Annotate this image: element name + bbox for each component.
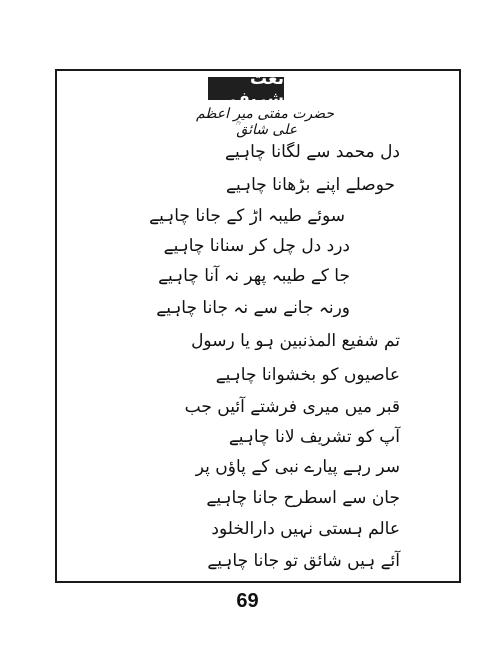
verse-line: آئے ہیں شائق تو جانا چاہیے	[207, 551, 400, 571]
verse-line: جان سے اسطرح جانا چاہیے	[206, 488, 400, 508]
page-number: 69	[236, 590, 259, 612]
verse-line: ورنہ جانے سے نہ جانا چاہیے	[156, 298, 350, 318]
verse-line: درد دل چل کر سنانا چاہیے	[163, 236, 350, 256]
verse-line: سر رہے پیارے نبی کے پاؤں پر	[195, 457, 400, 477]
verse-line: جا کے طیبہ پھر نہ آنا چاہیے	[158, 266, 350, 286]
verse-line: قبر میں میری فرشتے آئیں جب	[184, 397, 400, 417]
verse-line: دل محمد سے لگانا چاہیے	[225, 142, 400, 162]
verse-line: سوئے طیبہ اڑ کے جانا چاہیے	[149, 206, 345, 226]
verse-line: آپ کو تشریف لانا چاہیے	[228, 427, 400, 447]
page-title: نعت شریف	[208, 77, 284, 100]
verse-line: تم شفیع المذنبین ہو یا رسول	[191, 331, 400, 351]
verse-line: حوصلے اپنے بڑھانا چاہیے	[226, 175, 395, 195]
verse-line: عاصیوں کو بخشوانا چاہیے	[215, 365, 400, 385]
poet-name: حضرت مفتی میر اعظم علی شائق ؒ	[195, 106, 335, 138]
verse-line: عالم ہستی نہیں دارالخلود	[211, 519, 400, 539]
